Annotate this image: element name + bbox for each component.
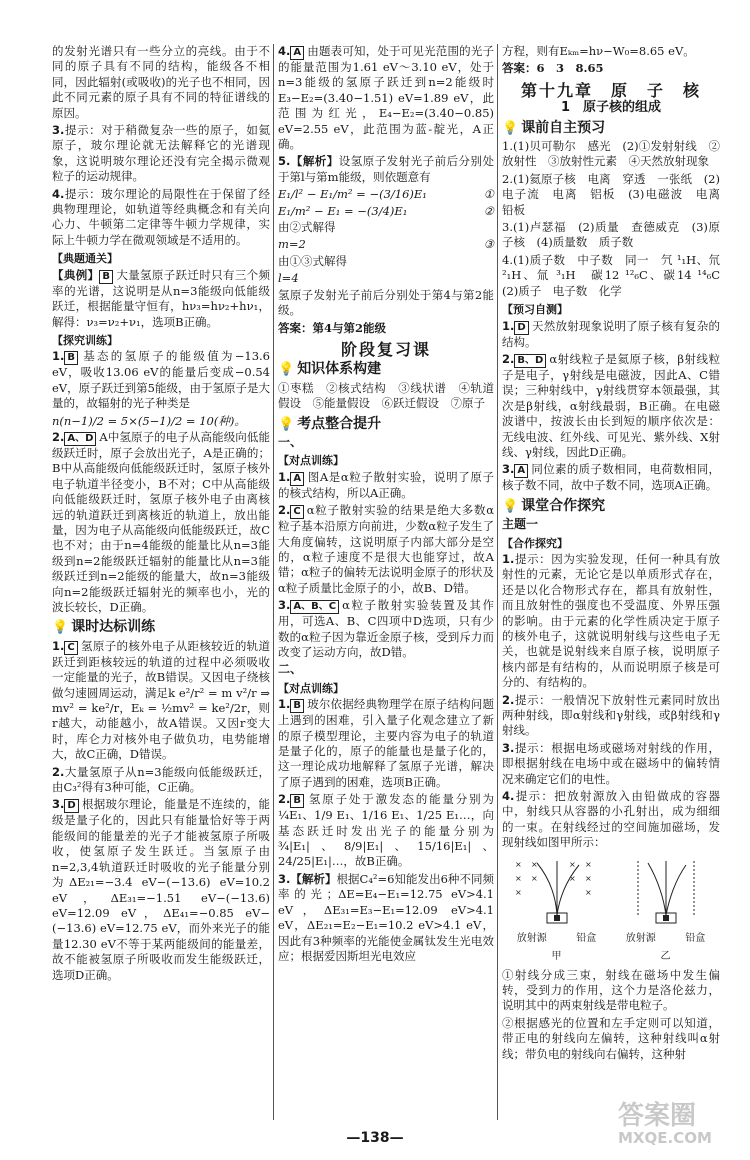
column-1: [52, 44, 270, 985]
item-number: 1.: [52, 349, 65, 364]
answer-line: 答案：第4与第2能级: [278, 320, 387, 335]
watermark-text: 答案圈: [618, 1101, 697, 1131]
coop-conclusion-2: ②根据感光的位置和左手定则可以知道，带正电的射线向左偏转，这种射线叫α射线；带负电的射线向右偏转，这种射: [502, 1015, 720, 1061]
answer-badge: A: [514, 464, 528, 478]
answer-text: 提示：一般情况下放射性元素同时放出两种射线，即α射线和γ射线，或β射线和γ射线。: [502, 692, 720, 738]
answer-text: α粒子散射实验装置及其作用，可选A、B、C四项中D选项，只有少数的α粒子因为靠近金原子核，受到斥力而改变了运动方向，故D错。: [278, 598, 494, 659]
watermark-logo: [618, 1102, 736, 1154]
item-number: 4.: [502, 789, 515, 804]
svg-text:×: ×: [568, 873, 576, 883]
equation-text: m=2: [278, 237, 306, 252]
example-label: 【典例】: [52, 267, 100, 282]
answer-3: [52, 123, 270, 185]
answer-text: 基态的氢原子的能级值为−13.6 eV，吸收13.06 eV的能量后变成−0.54 eV，原子跃迁到第5能级，由于氢原子是大量的，故辐射的光子种类是: [52, 349, 270, 411]
section-class-training: [52, 620, 270, 635]
answer-text: 天然放射现象说明了原子核有复杂的结构。: [502, 318, 720, 349]
answer-text: 大量氢原子从n=3能级向低能级跃迁，由C₃²得有3种可能，C正确。: [52, 764, 270, 795]
equation-1: [278, 187, 494, 202]
heading-point-training-2: 【对点训练】: [278, 681, 344, 695]
answer-badge: B: [99, 270, 113, 284]
explore-1: [52, 349, 270, 411]
column-2: [278, 44, 494, 966]
section-title: 知识体系构建: [297, 361, 382, 378]
example-block: [52, 268, 270, 330]
answer-text: 提示：根据电场或磁场对射线的作用，即根据射线在电场中或在磁场中的偏转情况来确定它们的电性。: [502, 740, 720, 786]
section-title: 课前自主预习: [521, 119, 606, 136]
answer-badge: A: [290, 472, 304, 486]
section-integration: [278, 417, 494, 432]
item-number: 2.: [278, 792, 291, 807]
equation-text: E₁/m² − E₁ = −(3/4)E₁: [278, 203, 408, 218]
point-1: [278, 470, 494, 501]
explore-2: [52, 430, 270, 615]
section-classroom: [502, 499, 720, 514]
self-test-2: [502, 352, 720, 460]
training-2: [52, 765, 270, 796]
equation-4: [278, 271, 494, 286]
answer-text: 由题表可知，处于可见光范围的光子的能量范围为1.61 eV～3.10 eV，处于n=3能级的氢原子跃迁到n=2能级时E₃−E₂=(3.40−1.51) eV=1.89 eV，此范围为红光，E₄−E₂=(3.40−0.85) eV=2.55 eV，此范围为蓝-靛光，A正确。: [278, 44, 494, 152]
svg-text:×: ×: [568, 859, 576, 869]
svg-text:×: ×: [514, 859, 522, 869]
analysis-tag: 【解析】: [290, 154, 339, 169]
equation-3: [278, 237, 494, 252]
answer-badge: D: [514, 321, 528, 335]
item-number: 1.: [278, 697, 291, 712]
item-number: 5.: [278, 154, 291, 169]
figure-caption: 乙: [660, 951, 671, 963]
answer-badge: B、D: [514, 354, 546, 368]
bulb-icon: 💡: [502, 120, 519, 136]
page-number: —138—: [346, 1130, 404, 1146]
answer-badge: C: [64, 641, 77, 655]
answer-text: 氢原子处于激发态的能量分别为 ¼E₁、1/9 E₁、1/16 E₁、1/25 E₁…，向基态跃迁时发出光子的能量分别为 ¾|E₁|、8/9|E₁|、15/16|E₁|、24/25|E₁|…，故B正确。: [278, 792, 494, 869]
item-number: 3.: [502, 462, 515, 477]
equation-number: ①: [483, 187, 494, 202]
column-3: [502, 44, 732, 1064]
item-number: 4.: [52, 186, 65, 201]
equation-number: ③: [483, 237, 494, 252]
figure-yi-diagram: [618, 855, 714, 927]
watermark-url: MXQE.COM: [618, 1129, 712, 1147]
item-number: 2.: [278, 503, 291, 518]
equation-number: ②: [483, 203, 494, 218]
solve-step-1: 由②式解得: [278, 220, 336, 235]
answer-text: 图A是α粒子散射实验，说明了原子的核式结构，所以A正确。: [278, 469, 494, 500]
answer-4: [52, 187, 270, 249]
answer-badge: B: [64, 351, 78, 365]
svg-text:×: ×: [530, 859, 538, 869]
answer-line: 答案：6 3 8.65: [502, 61, 604, 76]
answer-text: 根据C₄²=6知能发出6种不同频率的光；ΔE=E₄−E₁=12.75 eV>4.1 eV，ΔE₃₁=E₃−E₁=12.09 eV>4.1 eV，ΔE₂₁=E₂−E₁=10.2 eV>4.1 eV，因此有3种频率的光能使金属钛发生光电效应；根据爱因斯坦光电效应: [278, 871, 494, 963]
answer-text: 提示：玻尔理论的局限性在于保留了经典物理理论，如轨道等经典概念和有关向心力、牛顿第二定律等牛顿力学规律，实际上牛顿力学在微观领域是不适用的。: [52, 186, 270, 247]
stage-review-title: 阶段复习课: [340, 339, 431, 359]
heading-cooperative: 【合作探究】: [502, 536, 568, 550]
heading-self-test: 【预习自测】: [502, 303, 568, 317]
item-number: 2.: [502, 692, 515, 707]
part-one: 一、: [278, 434, 303, 449]
ray-deflection-figure: [502, 855, 720, 927]
answer-badge: D: [64, 799, 78, 813]
answer-badge: A、D: [64, 432, 96, 446]
coop-conclusion-1: ①射线分成三束，射线在磁场中发生偏转，受到力的作用，这个力是洛伦兹力，说明其中的两束射线是带电粒子。: [502, 967, 720, 1013]
item-number: 3.: [52, 123, 65, 138]
svg-text:×: ×: [584, 873, 592, 883]
column-divider-2: [497, 44, 498, 1120]
lesson-title: 1 原子核的组成: [560, 100, 662, 116]
item-number: 1.: [278, 469, 291, 484]
answer-text: 提示：把放射源放入由铅做成的容器中，射线只从容器的小孔射出，成为细细的一束。在射线经过的空间施加磁场，发现射线如图甲所示：: [502, 789, 720, 850]
figure-jia-diagram: [509, 855, 605, 927]
example-text: 大量氢原子跃迁时只有三个频率的光谱，这说明是从n=3能级向低能级跃迁，根据能量守恒有，hν₃=hν₂+hν₁，解得：ν₃=ν₂+ν₁，选项B正确。: [52, 267, 271, 329]
conclusion: 氢原子发射光子前后分别处于第4与第2能级。: [278, 287, 494, 318]
section-title: 考点整合提升: [297, 415, 382, 432]
item-number: 2.: [52, 429, 65, 444]
item-number: 2.: [52, 764, 65, 779]
item-number: 1.: [52, 638, 65, 653]
coop-4: [502, 789, 720, 851]
answer-text: 提示：因为实验发现，任何一种具有放射性的元素，无论它是以单质形式存在，还是以化合物形式存在，都具有放射性，而且放射性的强度也不受温度、外界压强的影响。由于元素的化学性质决定于原子的核外电子，这就说明射线与这些电子无关，也就是说射线来自原子核，说明原子核内部是有结构的，从而说明原子核是可分的、有结构的。: [502, 551, 720, 690]
item-number: 3.: [52, 797, 65, 812]
chapter-title: 第十九章 原 子 核: [520, 80, 701, 100]
paragraph-intro: 的发射光谱只有一些分立的亮线。由于不同的原子具有不同的结构，能级各不相同，因此辐射(或吸收)的光子也不相同，因此不同元素的原子具有不同的特征谱线的原因。: [52, 44, 270, 120]
figure-caption: 甲: [551, 951, 562, 963]
part-two: 二、: [278, 662, 303, 677]
item-number: 1.: [502, 551, 515, 566]
training-1: [52, 639, 270, 763]
figure-label: 铅盒: [685, 932, 706, 944]
answer-text: 同位素的质子数相同，电荷数相同，核子数不同，故中子数不同，选项A正确。: [502, 462, 720, 493]
item-number: 4.: [278, 44, 291, 58]
answer-text: α粒子散射实验的结果是绝大多数α粒子基本沿原方向前进，少数α粒子发生了大角度偏转，这说明原子内部大部分是空的，α粒子速度不是很大也能穿过，故A错；α粒子的偏转无法说明金原子的形状及α粒子质量比金原子的小，故B、D错。: [278, 503, 494, 595]
coop-1: [502, 552, 720, 691]
answer-4: [278, 44, 494, 152]
point-3: [278, 598, 494, 660]
answer-text: 根据玻尔理论，能量是不连续的，能级是量子化的，因此只有能量恰好等于两能级间的能量差的光子才能被氢原子所吸收，使氢原子发生跃迁。当氢原子由n=2,3,4轨道跃迁时吸收的光子能量分别为ΔE₂₁=−3.4 eV−(−13.6) eV=10.2 eV，ΔE₃₁=−1.51 eV−(−13.6) eV=12.09 eV，ΔE₄₁=−0.85 eV−(−13.6) eV=12.75 eV，而外来光子的能量12.30 eV不等于某两能级间的能量差，故不能被氢原子所吸收而发生能级跃迁，选项D正确。: [52, 797, 270, 982]
bulb-icon: 💡: [52, 620, 69, 636]
svg-text:×: ×: [584, 887, 592, 897]
section-title: 课时达标训练: [71, 619, 156, 636]
figure-label: 放射源: [625, 932, 656, 944]
figure-label: 放射源: [516, 932, 547, 944]
answer-badge: A、B、C: [290, 600, 339, 614]
item-number: 3.: [502, 740, 515, 755]
solve-step-2: 由①③式解得: [278, 253, 347, 268]
answer-text: A中氢原子的电子从高能级向低能级跃迁时，原子会放出光子，A是正确的；B中从高能级向低能级跃迁时，氢原子核外电子轨道半径变小，B不对；C中从高能级向低能级跃迁时，氢原子核外电子由离核远的轨道跃迁到离核近的轨道上，放出能量，因为电子从高能级向低能级跃迁，故C也不对；由于n=4能级的能量比从n=3能级到n=2能级跃迁辐射的能量比从n=3能级跃迁到n=2能级的能量大，故n=3能级向n=2能级跃迁辐射光的频率也小，光的波长较长，D正确。: [52, 429, 270, 614]
self-test-1: [502, 319, 720, 350]
answer-badge: B: [290, 794, 304, 808]
figure-labels-sources: [502, 931, 720, 946]
answer-badge: A: [290, 46, 304, 60]
answer-text: 氢原子的核外电子从距核较近的轨道跃迁到距核较远的轨道的过程中必须吸收一定能量的光子，故B错误。又因电子绕核做匀速圆周运动，满足k e²/r² = m v²/r ⇒ mv² = ke²/r，Eₖ = ½mv² = ke²/2r，则r越大，动能越小，故A错误。又因r变大时，库仑力对核外电子做负功，电势能增大，故C正确，D错误。: [52, 638, 270, 762]
bulb-icon: 💡: [278, 416, 295, 432]
heading-point-training-1: 【对点训练】: [278, 454, 344, 468]
heading-typical: 【典题通关】: [52, 252, 118, 266]
equation-text: l=4: [278, 271, 299, 286]
knowledge-items: ①枣糕 ②核式结构 ③线状谱 ④轨道假设 ⑤能量假设 ⑥跃迁假设 ⑦原子: [278, 380, 494, 411]
section-title: 课堂合作探究: [521, 497, 606, 514]
self-test-3: [502, 462, 720, 493]
answer-text: 提示：对于稍微复杂一些的原子，如氦原子，玻尔理论就无法解释它的光谱现象，这说明玻尔理论还没有完全揭示微观粒子的运动规律。: [52, 123, 270, 184]
figure-labels-captions: [502, 949, 720, 964]
point-2-1: [278, 697, 494, 790]
svg-text:×: ×: [584, 859, 592, 869]
preview-1: 1.(1)贝可勒尔 感光 (2)①发射射线 ②放射性 ③放射性元素 ④天然放射现象: [502, 139, 720, 169]
coop-2: [502, 693, 720, 739]
coop-3: [502, 741, 720, 787]
answer-text: 玻尔依据经典物理学在原子结构问题上遇到的困难，引入量子化观念建立了新的原子模型理论，主要内容为电子的轨道是量子化的，原子的能量也是量子化的，这一理论成功地解释了氢原子光谱，解决了原子遇到的困难，选项B正确。: [278, 697, 494, 789]
preview-3: 3.(1)卢瑟福 (2)质量 查德威克 (3)原子核 (4)质量数 质子数: [502, 220, 720, 250]
bulb-icon: 💡: [502, 498, 519, 514]
preview-2: 2.(1)氦原子核 电离 穿透 一张纸 (2)电子流 电离 铝板 (3)电磁波 电离 铅板: [502, 171, 732, 217]
section-preview: [502, 121, 720, 136]
continued-text: 方程，则有Eₖₘ=hν−W₀=8.65 eV。: [502, 44, 695, 58]
figure-label: 铅盒: [576, 932, 597, 944]
point-2-2: [278, 792, 494, 870]
item-number: 3.: [278, 871, 291, 886]
svg-text:×: ×: [514, 873, 522, 883]
section-knowledge: [278, 362, 494, 377]
answer-text: α射线粒子是氦原子核，β射线粒子是电子，γ射线是电磁波，因此A、C错误；三种射线中，γ射线贯穿本领最强，其次是β射线，α射线最弱，B正确。在电磁波谱中，按波长由长到短的顺序依次是：无线电波、红外线、可见光、紫外线、X射线、γ射线，因此D正确。: [502, 351, 720, 459]
analysis-tag: 【解析】: [290, 871, 337, 886]
item-number: 2.: [502, 351, 515, 366]
topic-one: 主题一: [502, 517, 539, 532]
training-3: [52, 797, 270, 982]
svg-text:×: ×: [514, 887, 522, 897]
item-number: 3.: [278, 598, 291, 613]
answer-text: 设氢原子发射光子前后分别处于第l与第m能级，则依题意有: [278, 154, 494, 184]
point-2: [278, 503, 494, 596]
item-number: 1.: [502, 318, 515, 333]
answer-badge: B: [290, 699, 304, 713]
answer-badge: C: [290, 505, 303, 519]
svg-text:×: ×: [530, 873, 538, 883]
equation-text: E₁/l² − E₁/m² = −(3/16)E₁: [278, 187, 427, 202]
equation-2: [278, 204, 494, 219]
formula-line: n(n−1)/2 = 5×(5−1)/2 = 10(种)。: [52, 413, 246, 428]
bulb-icon: 💡: [278, 362, 295, 378]
preview-4: 4.(1)质子数 中子数 同一 氕 ¹₁H、氘 ²₁H、氚 ³₁H 碳12 ¹²₆C、碳14 ¹⁴₆C (2)质子 电子数 化学: [502, 252, 732, 298]
heading-explore: 【探究训练】: [52, 333, 118, 347]
column-divider-1: [273, 44, 274, 1120]
point-2-3: [278, 872, 494, 964]
answer-5: [278, 154, 494, 185]
